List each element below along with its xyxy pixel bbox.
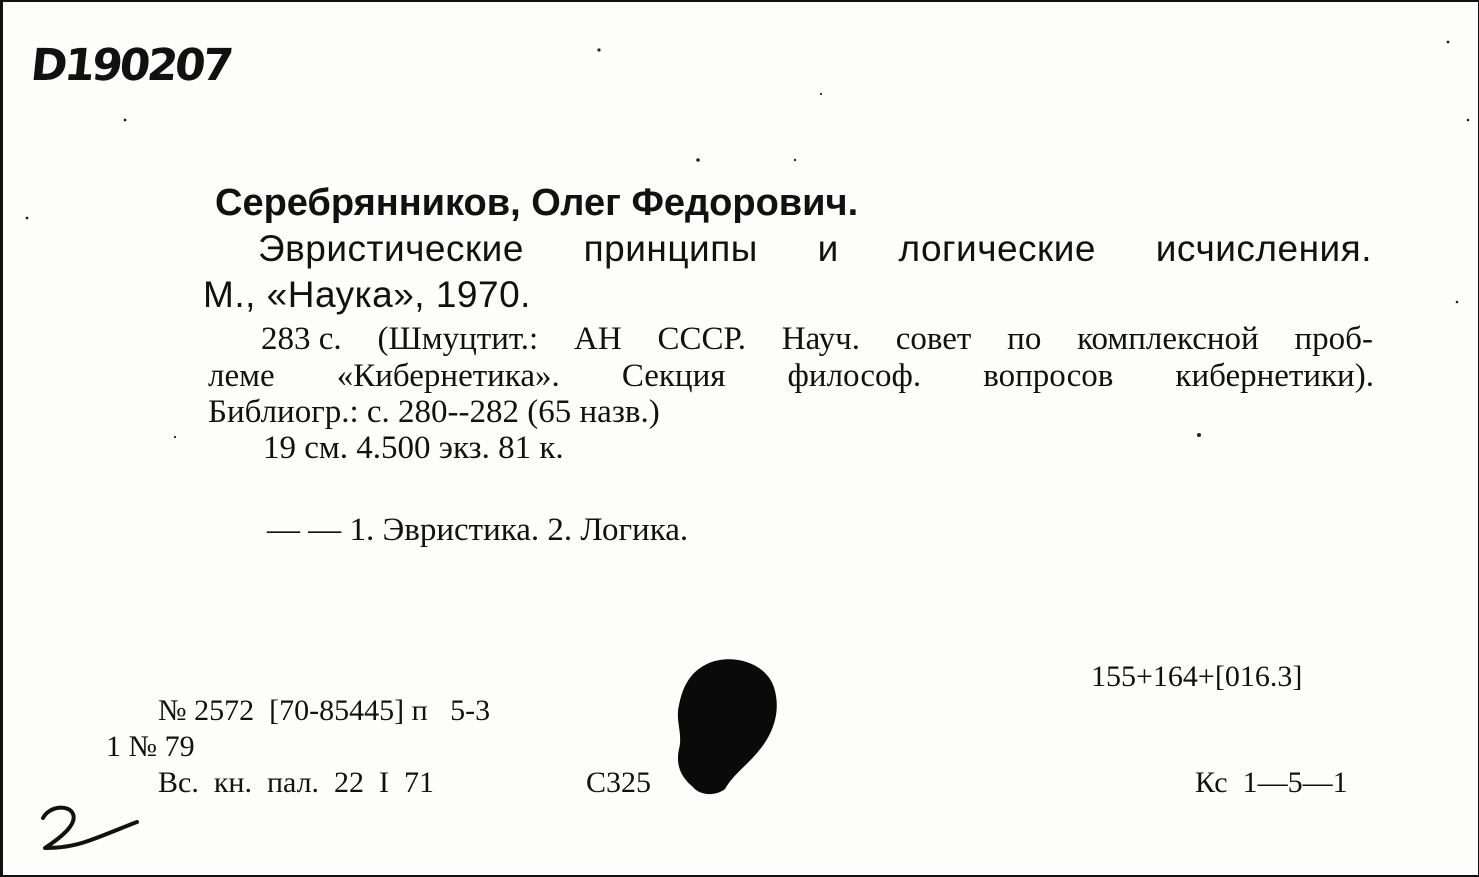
catalog-code: С325: [586, 766, 652, 799]
note-word: комплексной: [1077, 321, 1259, 357]
note-word: совет: [895, 321, 972, 357]
note-line-4: 19 см. 4.500 экз. 81 к.: [263, 430, 564, 466]
subject-headings: — — 1. Эвристика. 2. Логика.: [267, 512, 689, 548]
note-word: АН: [574, 321, 622, 357]
note-word: по: [1007, 321, 1042, 357]
handwritten-mark-2: [33, 802, 143, 862]
title-word: Эвристические: [258, 228, 524, 269]
note-line-3: Библиогр.: с. 280--282 (65 назв.): [208, 394, 660, 430]
note-line-1: [261, 321, 1373, 358]
title-word: принципы: [583, 228, 758, 269]
note-word: 283 с.: [261, 321, 342, 357]
author-heading: Серебрянников, Олег Федорович.: [215, 182, 859, 224]
note-word: вопросов: [983, 358, 1114, 394]
note-word: СССР.: [657, 321, 746, 357]
note-line-2: [208, 358, 1374, 395]
title-line-2: М., «Наука», 1970.: [203, 274, 531, 315]
note-word: философ.: [787, 358, 922, 394]
classification-index: 155+164+[016.3]: [1091, 660, 1303, 693]
card-number: 1 № 79: [106, 730, 195, 763]
order-number: № 2572 [70-85445] п 5-3: [158, 694, 491, 727]
inventory-number: D190207: [28, 40, 233, 91]
note-word: (Шмуцтит.:: [377, 321, 539, 357]
note-word: леме: [208, 358, 275, 394]
note-word: Секция: [621, 358, 726, 394]
kc-code: Кс 1—5—1: [1195, 766, 1348, 799]
registration-line: Вс. кн. пал. 22 I 71: [158, 766, 435, 799]
note-word: кибернетики).: [1175, 358, 1374, 394]
title-word: исчисления.: [1155, 228, 1372, 269]
note-word: проб-: [1294, 321, 1373, 357]
title-word: логические: [898, 228, 1096, 269]
note-word: Науч.: [781, 321, 860, 357]
title-word: и: [817, 228, 839, 269]
title-line-1: [258, 228, 1372, 270]
note-word: «Кибернетика».: [336, 358, 560, 394]
stamp-blot: [671, 657, 781, 797]
